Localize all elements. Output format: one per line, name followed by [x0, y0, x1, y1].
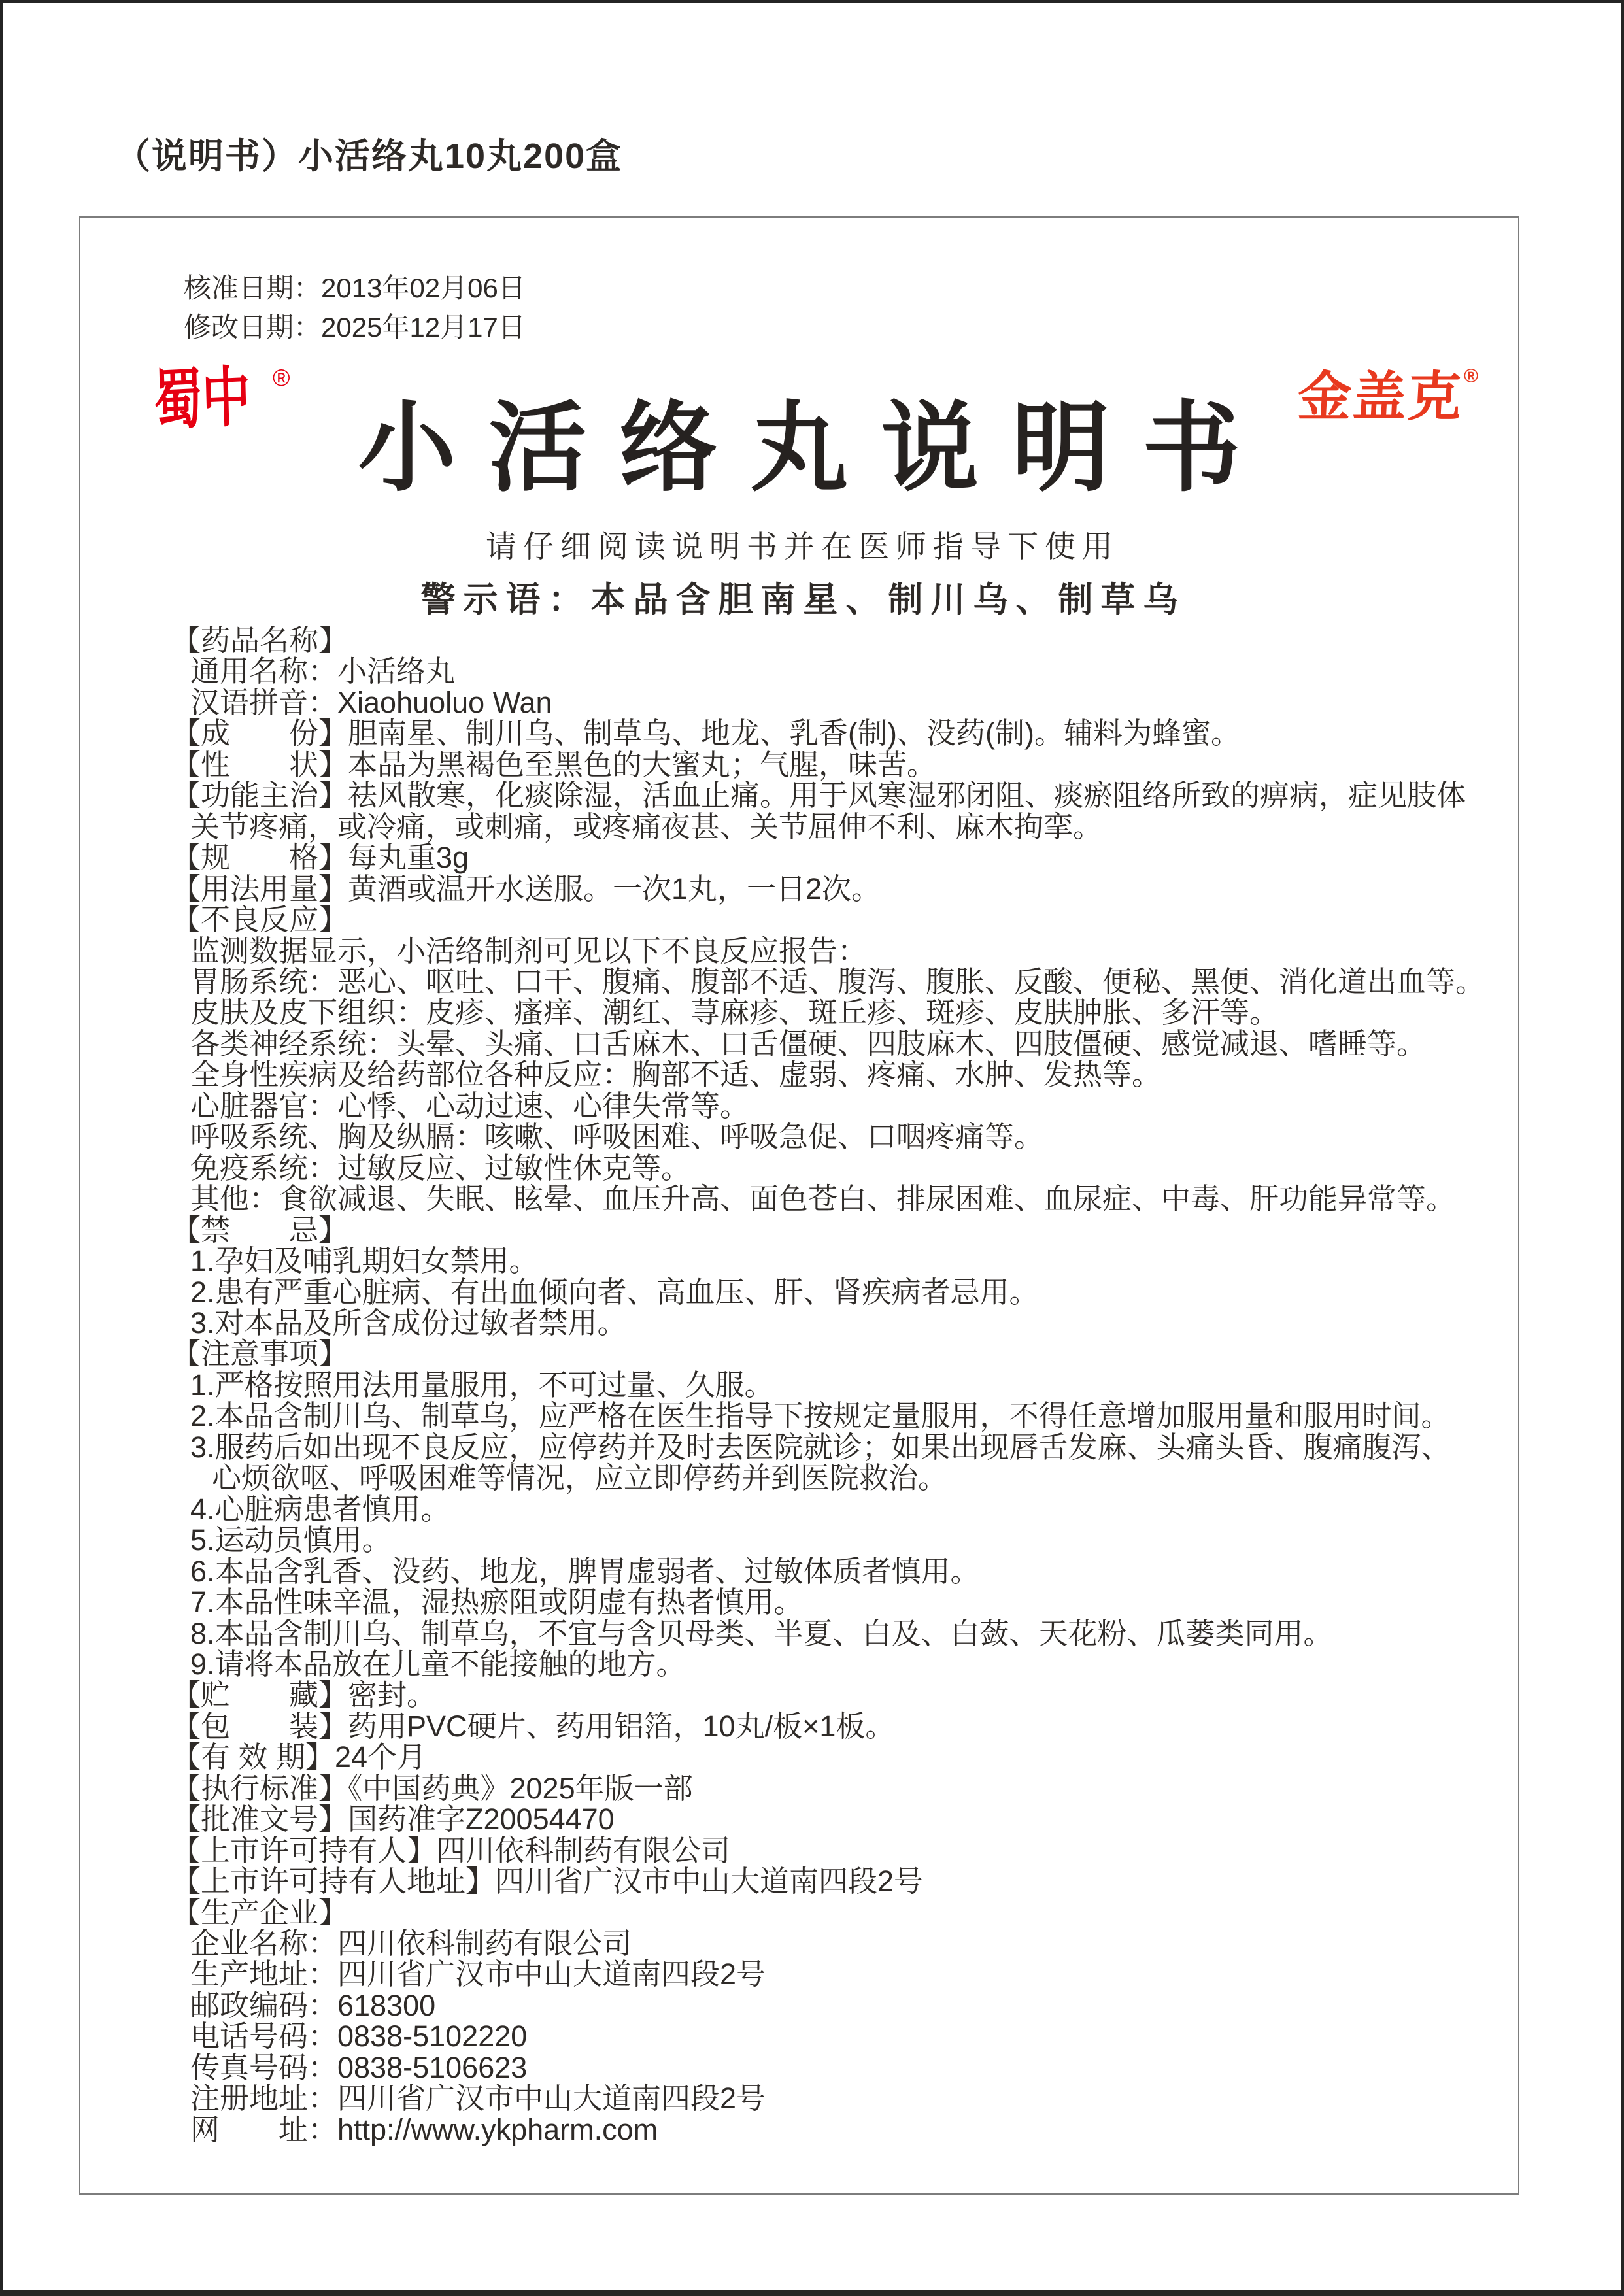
leaflet-title: 小活络丸说明书	[358, 390, 1274, 505]
body-line: 关节疼痛，或冷痛，或刺痛，或疼痛夜甚、关节屈伸不利、麻木拘挛。	[190, 809, 1103, 843]
body-line: 2.本品含制川乌、制草乌，应严格在医生指导下按规定量服用，不得任意增加服用量和服用时间。	[190, 1399, 1451, 1433]
body-line: 【功能主治】祛风散寒，化痰除湿，活血止痛。用于风寒湿邪闭阻、痰瘀阻络所致的痹病，症见肢体	[171, 779, 1466, 813]
body-line: 【生产企业】	[171, 1895, 348, 1929]
body-line: 【用法用量】黄酒或温开水送服。一次1丸，一日2次。	[171, 871, 881, 905]
body-line: 汉语拼音：Xiaohuoluo Wan	[190, 685, 552, 719]
body-line: 【贮 藏】密封。	[171, 1678, 437, 1712]
brand-logo-shuzhong-text: 蜀中	[152, 358, 252, 439]
body-line: 全身性疾病及给药部位各种反应：胸部不适、虚弱、疼痛、水肿、发热等。	[190, 1058, 1162, 1092]
body-line: 网 址：http://www.ykpharm.com	[190, 2112, 658, 2146]
body-line: 电话号码：0838-5102220	[190, 2019, 528, 2053]
body-line: 【成 份】胆南星、制川乌、制草乌、地龙、乳香(制)、没药(制)。辅料为蜂蜜。	[171, 717, 1240, 751]
body-line: 【规 格】每丸重3g	[171, 841, 469, 875]
body-line: 【不良反应】	[171, 903, 348, 937]
body-line: 4.心脏病患者慎用。	[190, 1492, 450, 1526]
body-line: 1.孕妇及哺乳期妇女禁用。	[190, 1244, 539, 1278]
body-line: 6.本品含乳香、没药、地龙，脾胃虚弱者、过敏体质者慎用。	[190, 1554, 980, 1588]
body-line: 7.本品性味辛温，湿热瘀阻或阴虚有热者慎用。	[190, 1585, 804, 1619]
body-line: 【药品名称】	[171, 624, 348, 657]
leaflet-subtitle: 请仔细阅读说明书并在医师指导下使用	[486, 529, 1119, 564]
body-line: 其他：食欲减退、失眠、眩晕、血压升高、面色苍白、排尿困难、血尿症、中毒、肝功能异常等。	[190, 1182, 1456, 1216]
brand-logo-jingaike-text: 金盖克	[1296, 367, 1464, 427]
body-line: 【批准文号】国药准字Z20054470	[171, 1802, 615, 1836]
body-line: 1.严格按照用法用量服用，不可过量、久服。	[190, 1368, 774, 1402]
body-line: 【有 效 期】24个月	[171, 1740, 427, 1774]
body-line: 5.运动员慎用。	[190, 1523, 392, 1557]
body-line: 心脏器官：心悸、心动过速、心律失常等。	[190, 1089, 750, 1123]
body-line: 胃肠系统：恶心、呕吐、口干、腹痛、腹部不适、腹泻、腹胀、反酸、便秘、黑便、消化道出血等。	[190, 964, 1485, 998]
body-line: 【包 装】药用PVC硬片、药用铝箔，10丸/板×1板。	[171, 1709, 895, 1743]
body-line: 9.请将本品放在儿童不能接触的地方。	[190, 1647, 686, 1681]
body-line: 邮政编码：618300	[190, 1988, 436, 2022]
body-line: 免疫系统：过敏反应、过敏性休克等。	[190, 1151, 691, 1185]
body-line: 3.对本品及所含成份过敏者禁用。	[190, 1306, 627, 1340]
leaflet-sheet	[79, 216, 1519, 2195]
date-block	[184, 269, 526, 347]
revision-date-line	[184, 308, 526, 347]
body-line: 【执行标准】《中国药典》2025年版一部	[171, 1771, 693, 1805]
body-line: 【上市许可持有人】四川依科制药有限公司	[171, 1833, 731, 1867]
body-line: 生产地址：四川省广汉市中山大道南四段2号	[190, 1957, 766, 1991]
body-line: 传真号码：0838-5106623	[190, 2050, 528, 2084]
body-line: 呼吸系统、胸及纵膈：咳嗽、呼吸困难、呼吸急促、口咽疼痛等。	[190, 1120, 1044, 1154]
body-line: 3.服药后如出现不良反应，应停药并及时去医院就诊；如果出现唇舌发麻、头痛头昏、腹痛腹泻、	[190, 1430, 1451, 1464]
leaflet-body	[171, 625, 1508, 2145]
body-line: 皮肤及皮下组织：皮疹、瘙痒、潮红、荨麻疹、斑丘疹、斑疹、皮肤肿胀、多汗等。	[190, 996, 1279, 1030]
body-line: 企业名称：四川依科制药有限公司	[190, 1927, 632, 1961]
registered-trademark-icon: ®	[273, 364, 290, 391]
approval-date-label: 核准日期：	[184, 273, 322, 303]
revision-date-label: 修改日期：	[184, 312, 322, 343]
body-line: 【上市许可持有人地址】四川省广汉市中山大道南四段2号	[171, 1865, 924, 1899]
approval-date-value: 2013年02月06日	[321, 273, 526, 303]
revision-date-value: 2025年12月17日	[321, 312, 526, 343]
body-line: 通用名称：小活络丸	[190, 654, 456, 688]
body-line: 【性 状】本品为黑褐色至黑色的大蜜丸；气腥，味苦。	[171, 747, 937, 781]
body-line: 监测数据显示，小活络制剂可见以下不良反应报告：	[190, 934, 868, 968]
approval-date-line	[184, 269, 526, 308]
body-line: 【禁 忌】	[171, 1213, 348, 1247]
body-line: 【注意事项】	[171, 1337, 348, 1371]
warning-statement: 警示语：本品含胆南星、制川乌、制草乌	[420, 581, 1186, 619]
body-line: 注册地址：四川省广汉市中山大道南四段2号	[190, 2082, 766, 2116]
document-title: （说明书）小活络丸10丸200盒	[115, 137, 623, 176]
body-line: 2.患有严重心脏病、有出血倾向者、高血压、肝、肾疾病者忌用。	[190, 1275, 1039, 1309]
body-line: 8.本品含制川乌、制草乌，不宜与含贝母类、半夏、白及、白蔹、天花粉、瓜蒌类同用。	[190, 1616, 1333, 1650]
registered-trademark-icon: ®	[1464, 365, 1479, 387]
body-line: 心烦欲呕、呼吸困难等情况，应立即停药并到医院救治。	[212, 1461, 948, 1495]
body-line: 各类神经系统：头晕、头痛、口舌麻木、口舌僵硬、四肢麻木、四肢僵硬、感觉减退、嗜睡等。	[190, 1026, 1427, 1060]
